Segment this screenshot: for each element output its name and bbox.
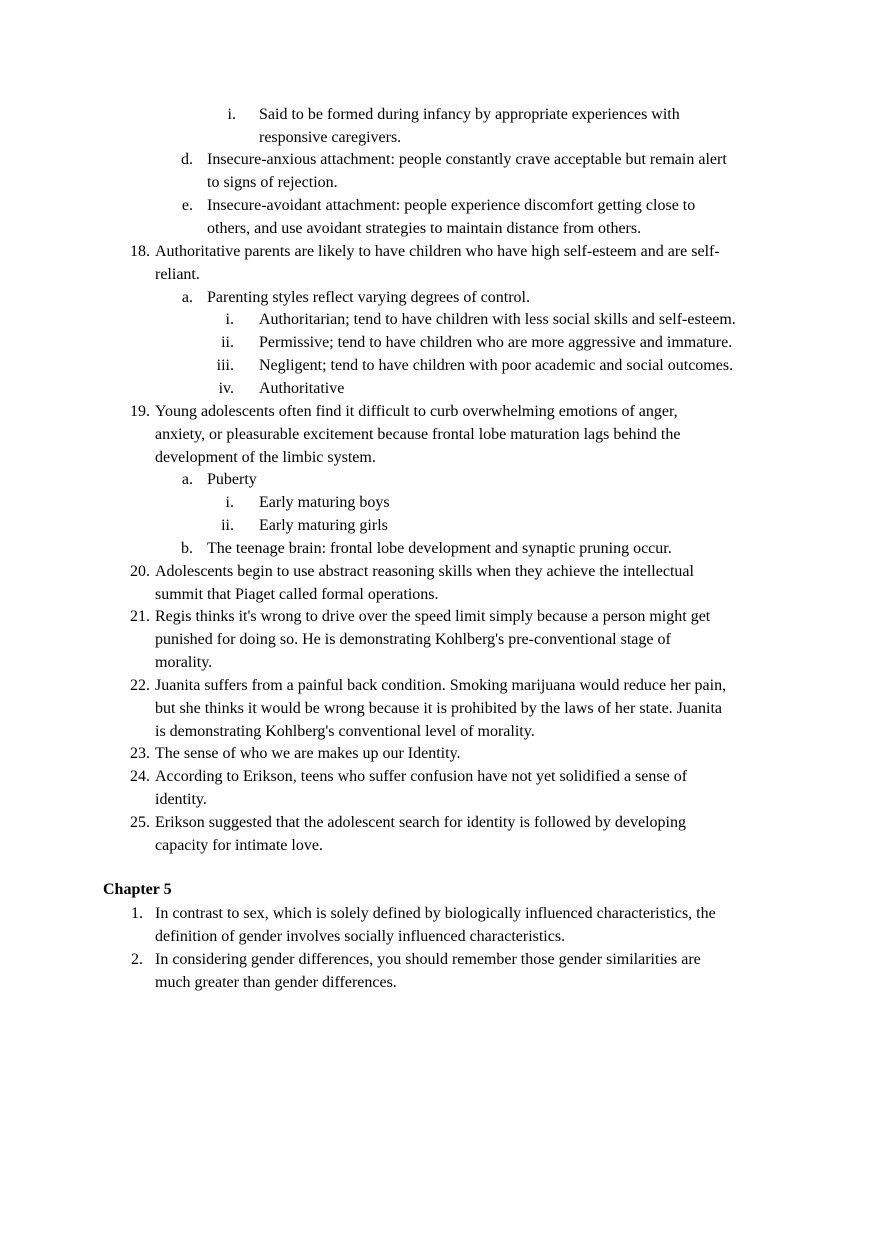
chapter-heading: Chapter 5 (103, 881, 172, 898)
list-item-text: responsive caregivers. (259, 129, 402, 146)
list-marker: a. (181, 289, 193, 306)
list-item-text: Adolescents begin to use abstract reasoning skills when they achieve the intellectual (155, 563, 694, 580)
list-item-text: reliant. (155, 266, 200, 283)
list-item-ch5-2 (0, 948, 880, 971)
list-marker: 22. (130, 677, 150, 694)
list-item-l3 (0, 308, 880, 331)
list-item-text: Authoritarian; tend to have children with less social skills and self-esteem. (259, 311, 736, 328)
list-item-text: Early maturing girls (259, 517, 388, 534)
list-marker: e. (181, 197, 193, 214)
list-marker: 20. (130, 563, 150, 580)
list-item-continuation (0, 925, 880, 948)
list-item-text: Insecure-anxious attachment: people constantly crave acceptable but remain alert (207, 151, 727, 168)
list-item-text: Regis thinks it's wrong to drive over the speed limit simply because a person might get (155, 608, 711, 625)
list-item-continuation (0, 697, 880, 720)
list-item-continuation (0, 126, 880, 149)
list-item-continuation (0, 628, 880, 651)
list-item-text: The sense of who we are makes up our Identity. (155, 745, 461, 762)
list-item-l3 (0, 103, 880, 126)
list-marker: iii. (216, 357, 234, 374)
list-marker: iv. (218, 380, 234, 397)
list-item-continuation (0, 720, 880, 743)
list-item-text: Negligent; tend to have children with poor academic and social outcomes. (259, 357, 734, 374)
list-item-25 (0, 811, 880, 834)
list-item-text: Authoritative parents are likely to have children who have high self-esteem and are self- (155, 243, 720, 260)
list-item-text: Juanita suffers from a painful back condition. Smoking marijuana would reduce her pain, (155, 677, 727, 694)
list-item-l2 (0, 286, 880, 309)
list-marker: ii. (221, 334, 234, 351)
list-item-text: Insecure-avoidant attachment: people experience discomfort getting close to (207, 197, 696, 214)
list-item-24 (0, 765, 880, 788)
list-marker: i. (227, 106, 236, 123)
list-item-text: much greater than gender differences. (155, 974, 397, 991)
list-item-18 (0, 240, 880, 263)
list-item-l2 (0, 148, 880, 171)
list-marker: 25. (130, 814, 150, 831)
list-marker: 21. (130, 608, 150, 625)
list-item-text: Permissive; tend to have children who are more aggressive and immature. (259, 334, 733, 351)
list-item-text: identity. (155, 791, 207, 808)
list-item-continuation (0, 971, 880, 994)
list-item-continuation (0, 446, 880, 469)
list-marker: i. (225, 311, 234, 328)
list-item-continuation (0, 217, 880, 240)
list-item-text: is demonstrating Kohlberg's conventional level of morality. (155, 723, 535, 740)
list-marker: i. (225, 494, 234, 511)
list-item-text: punished for doing so. He is demonstrating Kohlberg's pre-conventional stage of (155, 631, 671, 648)
list-item-l2 (0, 468, 880, 491)
list-item-text: Puberty (207, 471, 257, 488)
list-item-text: Young adolescents often find it difficult to curb overwhelming emotions of anger, (155, 403, 678, 420)
list-item-continuation (0, 834, 880, 857)
list-item-ch5-1 (0, 902, 880, 925)
list-marker: 2. (131, 951, 143, 968)
list-marker: 18. (130, 243, 150, 260)
list-item-text: summit that Piaget called formal operations. (155, 586, 439, 603)
list-item-continuation (0, 583, 880, 606)
list-item-text: In contrast to sex, which is solely defined by biologically influenced characteristics, the (155, 905, 716, 922)
list-item-text: to signs of rejection. (207, 174, 338, 191)
list-item-20 (0, 560, 880, 583)
list-item-text: Erikson suggested that the adolescent search for identity is followed by developing (155, 814, 686, 831)
list-item-text: development of the limbic system. (155, 449, 376, 466)
list-item-continuation (0, 263, 880, 286)
list-item-text: capacity for intimate love. (155, 837, 323, 854)
list-item-text: Said to be formed during infancy by appropriate experiences with (259, 106, 680, 123)
list-item-text: In considering gender differences, you should remember those gender similarities are (155, 951, 701, 968)
list-item-l3 (0, 354, 880, 377)
list-item-continuation (0, 651, 880, 674)
list-item-l2 (0, 537, 880, 560)
list-marker: a. (181, 471, 193, 488)
list-marker: ii. (221, 517, 234, 534)
list-item-l2 (0, 194, 880, 217)
list-item-l3 (0, 377, 880, 400)
list-item-text: The teenage brain: frontal lobe development and synaptic pruning occur. (207, 540, 672, 557)
list-item-l3 (0, 331, 880, 354)
list-item-text: but she thinks it would be wrong because it is prohibited by the laws of her state. Juanita (155, 700, 722, 717)
list-item-continuation (0, 171, 880, 194)
list-item-continuation (0, 788, 880, 811)
list-item-text: morality. (155, 654, 213, 671)
list-item-text: anxiety, or pleasurable excitement because frontal lobe maturation lags behind the (155, 426, 681, 443)
list-item-text: Authoritative (259, 380, 345, 397)
list-item-continuation (0, 423, 880, 446)
list-item-text: Parenting styles reflect varying degrees of control. (207, 289, 530, 306)
list-item-text: definition of gender involves socially influenced characteristics. (155, 928, 566, 945)
list-item-l3 (0, 491, 880, 514)
list-marker: 19. (130, 403, 150, 420)
list-marker: 1. (131, 905, 143, 922)
list-item-text: Early maturing boys (259, 494, 390, 511)
list-item-l3 (0, 514, 880, 537)
list-marker: 23. (130, 745, 150, 762)
list-item-23 (0, 742, 880, 765)
list-marker: b. (181, 540, 193, 557)
list-item-text: According to Erikson, teens who suffer confusion have not yet solidified a sense of (155, 768, 688, 785)
list-item-19 (0, 400, 880, 423)
list-item-text: others, and use avoidant strategies to maintain distance from others. (207, 220, 642, 237)
list-item-22 (0, 674, 880, 697)
list-marker: 24. (130, 768, 150, 785)
list-item-21 (0, 605, 880, 628)
list-marker: d. (181, 151, 193, 168)
